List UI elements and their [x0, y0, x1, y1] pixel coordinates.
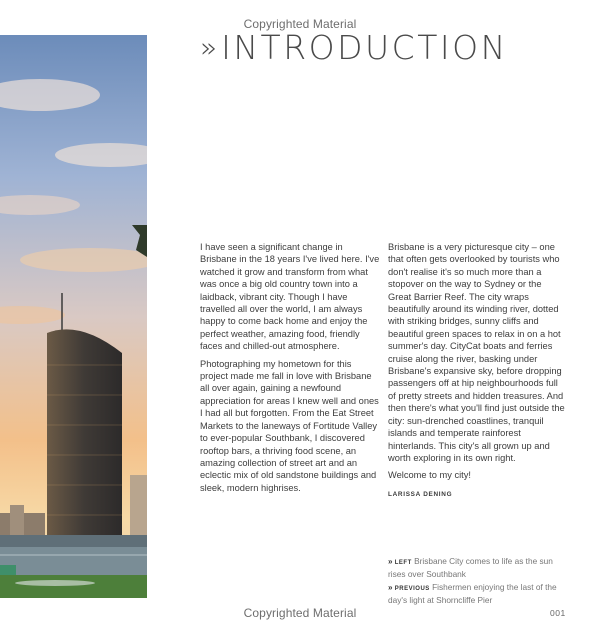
paragraph: I have seen a significant change in Brisbane in the 18 years I've lived here. I've watched it grow and transform from what was once a big old country town into a laidback, vibrant city. Though I have travelled all over the world, I am always happy to come back home and enjoy the perfect weather, amazing food, friendly faces and chilled-out atmosphere. — [200, 242, 380, 352]
title-chevron: » — [200, 31, 218, 64]
title-text: INTRODUCTION — [221, 28, 508, 67]
body-column-left — [200, 241, 380, 499]
skyline-illustration — [0, 35, 147, 598]
body-column-right — [388, 241, 566, 501]
caption-arrow: » — [388, 583, 393, 592]
watermark-bottom: Copyrighted Material — [243, 606, 357, 620]
brisbane-skyline-photo — [0, 35, 147, 598]
author-signature: LARISSA DENING — [388, 490, 453, 498]
caption-label: LEFT — [394, 560, 412, 566]
watermark-top: Copyrighted Material — [243, 17, 357, 31]
page-number: 001 — [550, 608, 566, 618]
paragraph: Brisbane is a very picturesque city – one that often gets overlooked by tourists who don't realise it's so much more than a stopover on the way to Sydney or the Great Barrier Reef. The city wraps beautifully around its winding river, dotted with striking bridges, sunny cliffs and beautiful green spaces to relax in on a hot summer's day. CityCat boats and ferries cruise along the river, basking under Brisbane's expansive sky, before dropping passengers off at hip neighbourhoods full of pretty streets and hidden treasures. And then there's what you'll find just outside the city: sun-drenched coastlines, tranquil islands and temperate rainforest hinterlands. This city's all grown up and worth exploring in its own right. — [388, 242, 565, 463]
paragraph: Photographing my hometown for this project made me fall in love with Brisbane all over again, gaining a newfound appreciation for areas I knew well and ones I had all but forgotten. From the Eat Street Markets to the laneways of Fortitude Valley to ever-popular Southbank, I discovered rooftop bars, a thriving food scene, an amazing collection of street art and an eclectic mix of old sandstone buildings and sleek, modern highrises. — [200, 358, 379, 493]
page-title — [200, 28, 508, 67]
caption-arrow: » — [388, 557, 393, 566]
caption-text: Brisbane City comes to life as the sun rises over Southbank — [388, 556, 553, 579]
caption-left — [388, 556, 568, 579]
paragraph: Welcome to my city! — [388, 470, 472, 481]
caption-text: Fishermen enjoying the last of the day's light at Shorncliffe Pier — [388, 582, 557, 605]
caption-label: PREVIOUS — [394, 586, 430, 592]
caption-previous — [388, 582, 568, 605]
